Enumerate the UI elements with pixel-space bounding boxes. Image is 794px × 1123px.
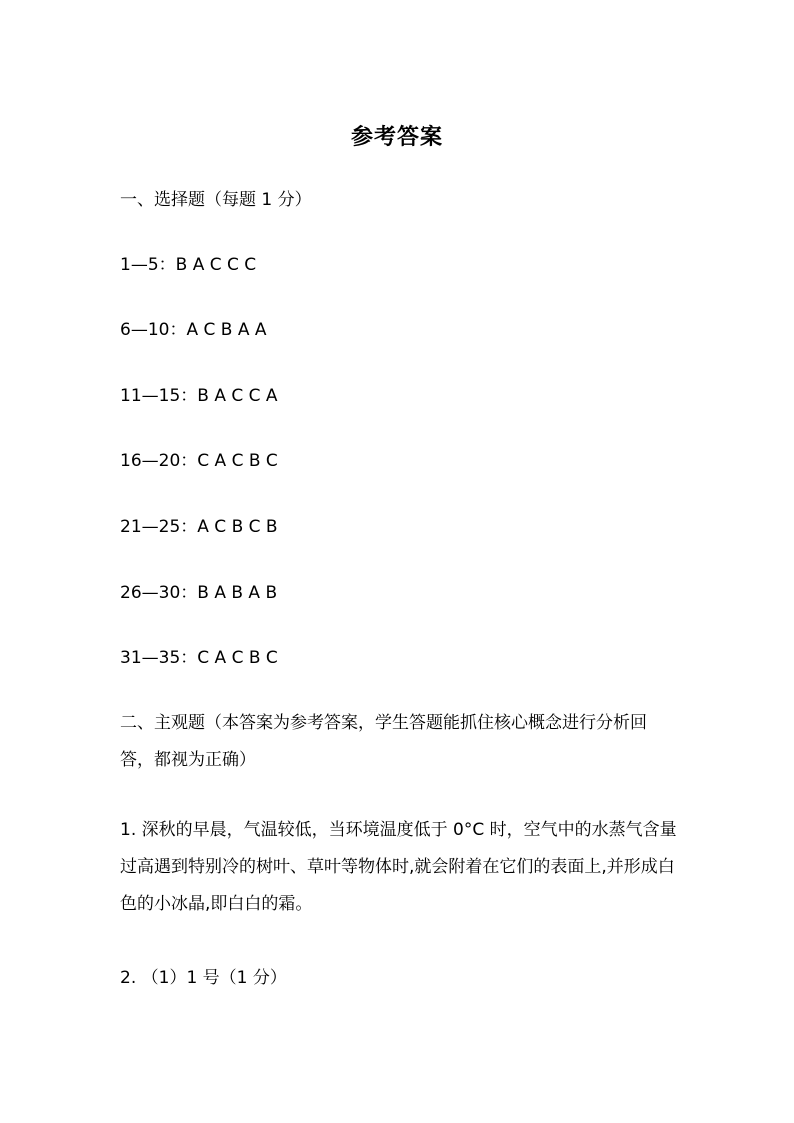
answer-row: 6—10：A C B A A	[120, 320, 267, 340]
answer-row: 31—35：C A C B C	[120, 648, 278, 668]
question-2-answer: 2. （1）1 号（1 分）	[120, 968, 287, 988]
answer-row: 11—15：B A C C A	[120, 386, 278, 406]
answer-row: 21—25：A C B C B	[120, 517, 278, 537]
section-heading-subjective: 二、主观题（本答案为参考答案，学生答题能抓住核心概念进行分析回答，都视为正确）	[120, 713, 647, 770]
section-heading-multiple-choice: 一、选择题（每题 1 分）	[120, 190, 312, 210]
answer-row: 1—5：B A C C C	[120, 255, 257, 275]
page-title: 参考答案	[350, 125, 443, 150]
answer-row: 26—30：B A B A B	[120, 583, 278, 603]
question-1-answer: 1. 深秋的早晨，气温较低，当环境温度低于 0°C 时，空气中的水蒸气含量过高遇到特别冷的树叶、草叶等物体时,就会附着在它们的表面上,并形成白色的小冰晶,即白白的霜。	[120, 820, 677, 914]
answer-row: 16—20：C A C B C	[120, 451, 278, 471]
